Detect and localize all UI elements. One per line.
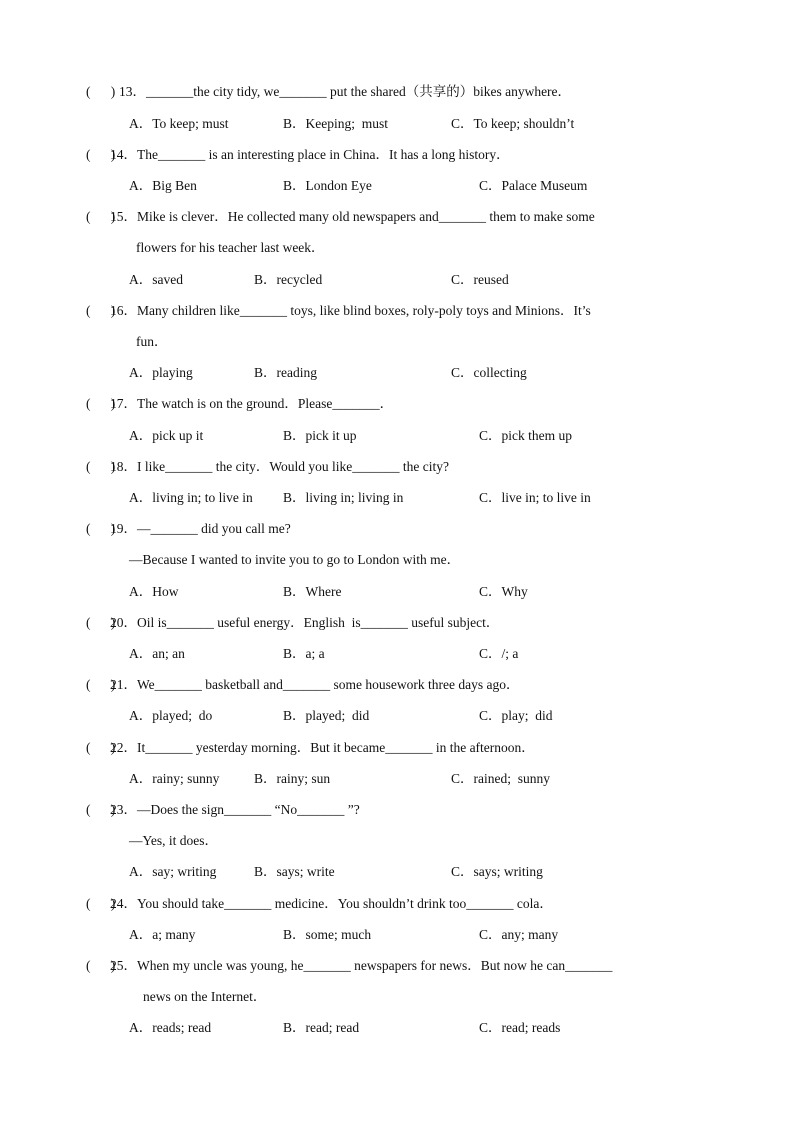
option-a[interactable]: A．rainy; sunny (129, 771, 220, 786)
question-text: 17．The watch is on the ground．Please_______． (110, 396, 394, 411)
answer-blank-paren[interactable]: ( ) (86, 147, 116, 162)
option-c[interactable]: C．Why (479, 584, 528, 599)
question-text-continuation: flowers for his teacher last week． (136, 240, 325, 255)
question-19 (86, 521, 706, 537)
option-a[interactable]: A．pick up it (129, 428, 204, 443)
question-text: 18．I like_______ the city．Would you like_______ the city? (110, 459, 449, 474)
question-21 (86, 677, 706, 693)
option-b[interactable]: B．read; read (283, 1020, 360, 1035)
option-c[interactable]: C．says; writing (451, 864, 543, 879)
question-15 (86, 209, 706, 225)
question-text: 21．We_______ basketball and_______ some housework three days ago． (110, 677, 520, 692)
answer-blank-paren[interactable]: ( ) (86, 677, 116, 692)
answer-blank-paren[interactable]: ( ) (86, 615, 116, 630)
option-c[interactable]: C．pick them up (479, 428, 572, 443)
option-c[interactable]: C．/; a (479, 646, 519, 661)
question-17 (86, 396, 706, 412)
option-a[interactable]: A．playing (129, 365, 193, 380)
question-text-continuation: fun． (136, 334, 168, 349)
option-a[interactable]: A．saved (129, 272, 183, 287)
question-16 (86, 303, 706, 319)
answer-blank-paren[interactable]: ( ) (86, 740, 116, 755)
question-text: 25．When my uncle was young, he_______ newspapers for news．But now he can_______ (110, 958, 613, 973)
option-c[interactable]: C．live in; to live in (479, 490, 591, 505)
answer-blank-paren[interactable]: ( ) (86, 521, 116, 536)
option-a[interactable]: A．living in; to live in (129, 490, 253, 505)
answer-blank-paren[interactable]: ( ) (86, 84, 116, 99)
option-a[interactable]: A．reads; read (129, 1020, 212, 1035)
option-b[interactable]: B．London Eye (283, 178, 372, 193)
option-b[interactable]: B．Where (283, 584, 342, 599)
option-a[interactable]: A．played; do (129, 708, 213, 723)
question-text-continuation: —Because I wanted to invite you to go to London with me． (129, 552, 461, 567)
question-text-continuation: —Yes, it does． (129, 833, 219, 848)
option-a[interactable]: A．a; many (129, 927, 196, 942)
answer-blank-paren[interactable]: ( ) (86, 303, 116, 318)
option-c[interactable]: C．Palace Museum (479, 178, 588, 193)
option-a[interactable]: A．How (129, 584, 179, 599)
option-b[interactable]: B．rainy; sun (254, 771, 331, 786)
option-b[interactable]: B．a; a (283, 646, 325, 661)
question-text: 23．—Does the sign_______ “No_______ ”? (110, 802, 360, 817)
option-b[interactable]: B．pick it up (283, 428, 357, 443)
option-b[interactable]: B．played; did (283, 708, 370, 723)
option-c[interactable]: C．reused (451, 272, 509, 287)
question-25 (86, 958, 706, 974)
question-text: 14．The_______ is an interesting place in China．It has a long history． (110, 147, 510, 162)
option-a[interactable]: A．say; writing (129, 864, 217, 879)
answer-blank-paren[interactable]: ( ) (86, 802, 116, 817)
option-a[interactable]: A．an; an (129, 646, 185, 661)
question-13 (86, 84, 706, 100)
option-b[interactable]: B．recycled (254, 272, 323, 287)
question-text: 24．You should take_______ medicine．You shouldn’t drink too_______ cola． (110, 896, 553, 911)
answer-blank-paren[interactable]: ( ) (86, 958, 116, 973)
option-a[interactable]: A．Big Ben (129, 178, 197, 193)
option-a[interactable]: A．To keep; must (129, 116, 229, 131)
option-b[interactable]: B．Keeping; must (283, 116, 388, 131)
option-b[interactable]: B．reading (254, 365, 317, 380)
question-24 (86, 896, 706, 912)
question-14 (86, 147, 706, 163)
question-20 (86, 615, 706, 631)
question-23 (86, 802, 706, 818)
question-text: 15．Mike is clever．He collected many old newspapers and_______ them to make some (110, 209, 595, 224)
option-b[interactable]: B．living in; living in (283, 490, 404, 505)
question-22 (86, 740, 706, 756)
option-c[interactable]: C．rained; sunny (451, 771, 550, 786)
answer-blank-paren[interactable]: ( ) (86, 396, 116, 411)
question-text: 13．_______the city tidy, we_______ put the shared（共享的）bikes anywhere． (119, 84, 572, 99)
question-text: 20．Oil is_______ useful energy．English is_______ useful subject． (110, 615, 500, 630)
option-c[interactable]: C．any; many (479, 927, 559, 942)
question-18 (86, 459, 706, 475)
option-c[interactable]: C．To keep; shouldn’t (451, 116, 575, 131)
option-b[interactable]: B．says; write (254, 864, 335, 879)
answer-blank-paren[interactable]: ( ) (86, 896, 116, 911)
question-text: 19．—_______ did you call me? (110, 521, 291, 536)
answer-blank-paren[interactable]: ( ) (86, 459, 116, 474)
answer-blank-paren[interactable]: ( ) (86, 209, 116, 224)
option-c[interactable]: C．collecting (451, 365, 527, 380)
option-c[interactable]: C．play; did (479, 708, 553, 723)
question-text-continuation: news on the Internet． (143, 989, 267, 1004)
option-c[interactable]: C．read; reads (479, 1020, 561, 1035)
question-text: 22．It_______ yesterday morning．But it became_______ in the afternoon． (110, 740, 535, 755)
question-text: 16．Many children like_______ toys, like blind boxes, roly-poly toys and Minions．It’s (110, 303, 591, 318)
option-b[interactable]: B．some; much (283, 927, 372, 942)
